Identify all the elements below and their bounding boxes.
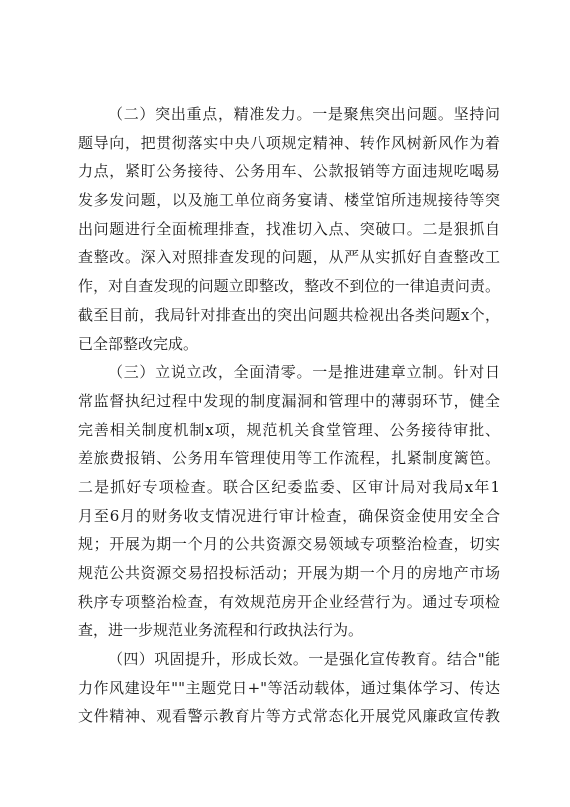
text-line: 查，进一步规范业务流程和行政执法行为。 bbox=[78, 621, 364, 640]
text-line: 月至6月的财务收支情况进行审计检查，确保资金使用安全合 bbox=[78, 506, 500, 525]
text-line: 力作风建设年""主题党日+"等活动载体，通过集体学习、传达 bbox=[78, 678, 500, 697]
text-line: 力点，紧盯公务接待、公务用车、公款报销等方面违规吃喝易 bbox=[78, 162, 500, 181]
text-line: （二）突出重点，精准发力。一是聚焦突出问题。坚持问 bbox=[108, 105, 500, 123]
text-line: 规范公共资源交易招投标活动；开展为期一个月的房地产市场 bbox=[78, 564, 500, 582]
text-line: 规；开展为期一个月的公共资源交易领域专项整治检查，切实 bbox=[78, 535, 500, 554]
text-line: 完善相关制度机制x项，规范机关食堂管理、公务接待审批、 bbox=[78, 420, 500, 439]
text-line: （三）立说立改，全面清零。一是推进建章立制。针对日 bbox=[108, 363, 500, 382]
text-line: 作，对自查发现的问题立即整改，整改不到位的一律追责问责。 bbox=[78, 277, 500, 296]
paragraph-section-2 bbox=[78, 100, 500, 358]
text-line: 截至目前，我局针对排查出的突出问题共检视出各类问题x个， bbox=[78, 305, 500, 324]
body-text bbox=[78, 100, 500, 731]
text-line: 二是抓好专项检查。联合区纪委监委、区审计局对我局x年1 bbox=[78, 477, 500, 496]
text-line: 查整改。深入对照排查发现的问题，从严从实抓好自查整改工 bbox=[78, 248, 500, 267]
text-line: 发多发问题，以及施工单位商务宴请、楼堂馆所违规接待等突 bbox=[78, 191, 500, 210]
text-line: 出问题进行全面梳理排查，找准切入点、突破口。二是狠抓自 bbox=[78, 219, 500, 238]
text-line: 题导向，把贯彻落实中央八项规定精神、转作风树新风作为着 bbox=[78, 133, 500, 152]
text-line: 常监督执纪过程中发现的制度漏洞和管理中的薄弱环节，健全 bbox=[78, 391, 500, 410]
text-line: （四）巩固提升，形成长效。一是强化宣传教育。结合"能 bbox=[108, 650, 500, 669]
text-line: 已全部整改完成。 bbox=[78, 334, 199, 353]
paragraph-section-4 bbox=[78, 645, 500, 731]
text-line: 秩序专项整治检查，有效规范房开企业经营行为。通过专项检 bbox=[78, 592, 500, 611]
text-line: 文件精神、观看警示教育片等方式常态化开展党风廉政宣传教 bbox=[78, 707, 500, 726]
text-line: 差旅费报销、公务用车管理使用等工作流程，扎紧制度篱笆。 bbox=[78, 449, 500, 468]
paragraph-section-3 bbox=[78, 358, 500, 645]
